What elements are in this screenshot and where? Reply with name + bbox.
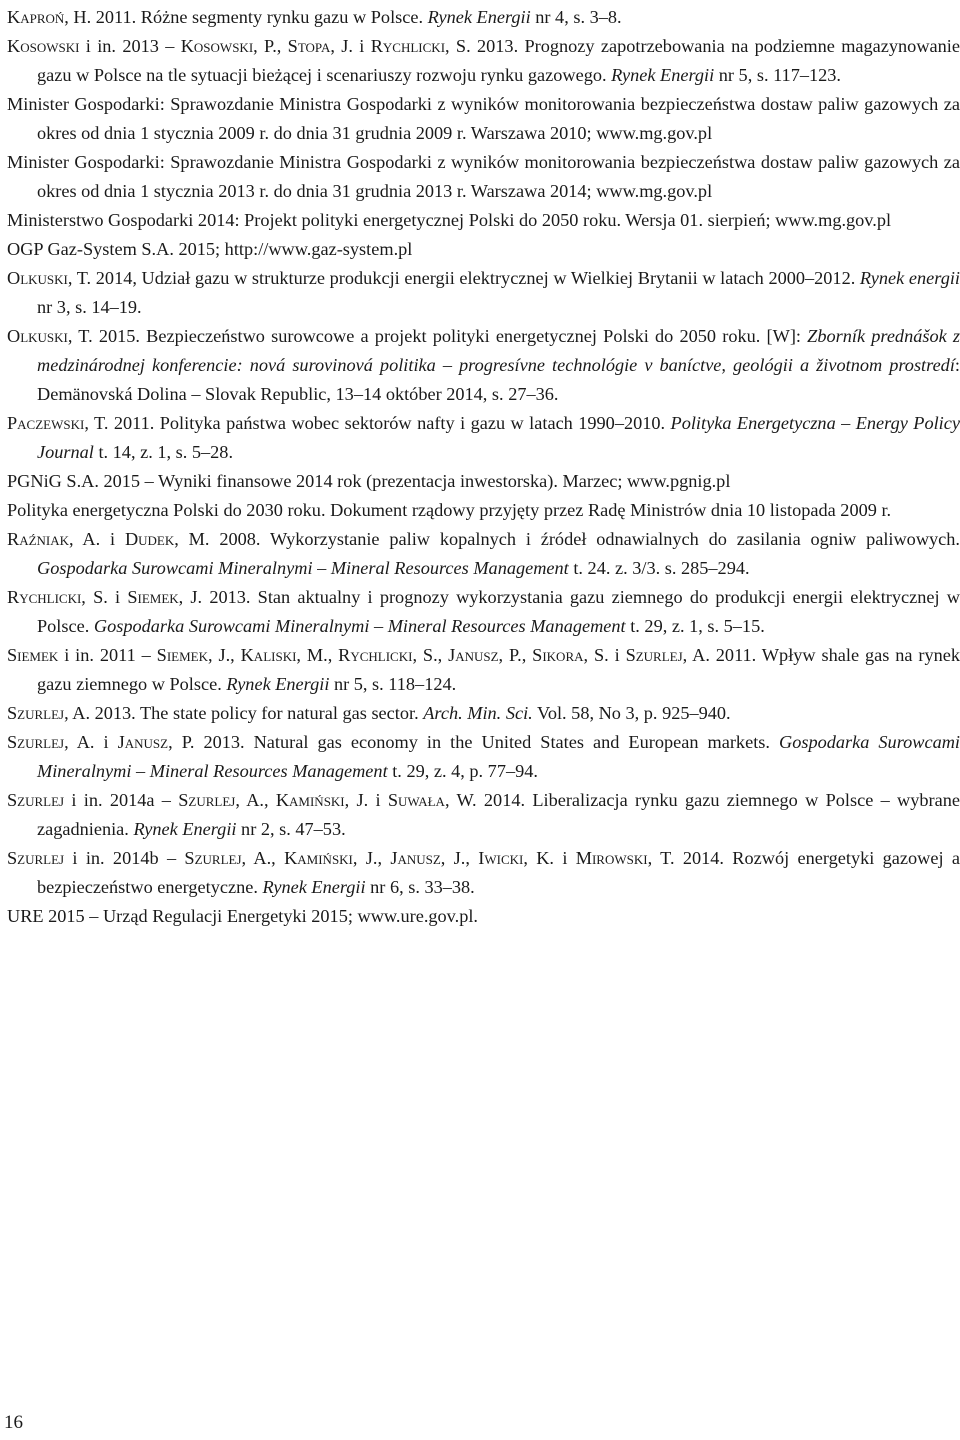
source-title: Rynek Energii [427,7,531,27]
page-number: 16 [4,1412,23,1433]
reference-text: 2011. Polityka państwa wobec sektorów nafty i gazu w latach 1990–2010. [108,413,671,433]
reference-text: PGNiG S.A. 2015 – Wyniki finansowe 2014 rok (prezentacja inwestorska). Marzec; www.pgnig.pl [7,471,731,491]
source-title: Zborník prednášok z medzinárodnej konferencie: nová surovinová politika – progresívne technológie v baníctve, geológii a životnom prostredí [37,326,960,375]
reference-text: OGP Gaz-System S.A. 2015; http://www.gaz-system.pl [7,239,413,259]
reference-text: i in. 2014b – [64,848,185,868]
reference-text: nr 6, s. 33–38. [365,877,475,897]
reference-text: 2013. Prognozy zapotrzebowania na podziemne magazynowanie gazu w Polsce na tle sytuacji bieżącej i scenariuszy rozwoju rynku gazowego. [37,36,960,85]
reference-text: nr 3, s. 14–19. [37,297,142,317]
reference-text: i in. 2011 – [58,645,157,665]
author-names: Siemek [7,645,59,665]
author-names: Rychlicki, S. [370,36,471,56]
source-title: Gospodarka Surowcami Mineralnymi – Mineral Resources Management [93,616,626,636]
reference-text: Ministerstwo Gospodarki 2014: Projekt polityki energetycznej Polski do 2050 roku. Wersja 01. sierpień; www.mg.gov.pl [7,210,892,230]
reference-text: t. 14, z. 1, s. 5–28. [93,442,234,462]
reference-entry [7,235,960,264]
reference-text: i in. 2014a – [64,790,179,810]
reference-text: Polityka energetyczna Polski do 2030 roku. Dokument rządowy przyjęty przez Radę Ministrów dnia 10 listopada 2009 r. [7,500,892,520]
author-names: Rychlicki, S. [7,587,108,607]
reference-entry [7,583,960,641]
author-names: Olkuski, T. [7,326,93,346]
reference-text: 2013. Natural gas economy in the United States and European markets. [194,732,779,752]
source-title: Rynek Energii [226,674,330,694]
reference-text: nr 5, s. 118–124. [329,674,457,694]
reference-entry [7,322,960,409]
reference-text: Minister Gospodarki: Sprawozdanie Ministra Gospodarki z wyników monitorowania bezpieczeństwa dostaw paliw gazowych za okres od dnia 1 stycznia 2009 r. do dnia 31 grudnia 2009 r. Warszawa 2010; www.mg.gov.pl [7,94,960,143]
reference-text: 2014, Udział gazu w strukturze produkcji energii elektrycznej w Wielkiej Brytanii w latach 2000–2012. [91,268,860,288]
reference-text: Minister Gospodarki: Sprawozdanie Ministra Gospodarki z wyników monitorowania bezpieczeństwa dostaw paliw gazowych za okres od dnia 1 stycznia 2013 r. do dnia 31 grudnia 2013 r. Warszawa 2014; www.mg.gov.pl [7,152,960,201]
source-title: Rynek Energii [611,65,715,85]
source-title: Rynek Energii [262,877,366,897]
reference-text: t. 24. z. 3/3. s. 285–294. [568,558,750,578]
reference-text: 2014. Rozwój energetyki gazowej a bezpieczeństwo energetyczne. [37,848,960,897]
reference-entry [7,902,960,931]
reference-text: 2011. Różne segmenty rynku gazu w Polsce. [91,7,428,27]
reference-text: t. 29, z. 1, s. 5–15. [625,616,765,636]
reference-text: nr 2, s. 47–53. [236,819,346,839]
reference-text: i [368,790,388,810]
reference-list [7,3,960,931]
reference-entry [7,206,960,235]
reference-text: 2013. Stan aktualny i prognozy wykorzystania gazu ziemnego do produkcji energii elektrycznej w Polsce. [37,587,960,636]
source-title: Polityka Energetyczna – Energy Policy Journal [37,413,960,462]
reference-text: 2015. Bezpieczeństwo surowcowe a projekt polityki energetycznej Polski do 2050 roku. [W]: [92,326,808,346]
reference-entry [7,409,960,467]
author-names: Kosowski, P., Stopa, J. [180,36,353,56]
reference-text: t. 29, z. 4, p. 77–94. [387,761,538,781]
reference-text: nr 4, s. 3–8. [530,7,622,27]
reference-text: nr 5, s. 117–123. [714,65,841,85]
reference-entry [7,264,960,322]
source-title: Gospodarka Surowcami Mineralnymi – Mineral Resources Management [37,732,960,781]
author-names: Paczewski, T. [7,413,109,433]
reference-text: i [94,732,118,752]
author-names: Szurlej [7,848,65,868]
reference-entry [7,728,960,786]
source-title: Arch. Min. Sci. [423,703,533,723]
source-title: Rynek Energii [133,819,237,839]
author-names: Suwała, W. [387,790,477,810]
source-title: Gospodarka Surowcami Mineralnymi – Mineral Resources Management [37,558,569,578]
author-names: Szurlej, A. [7,732,95,752]
author-names: Janusz, P. [117,732,195,752]
reference-entry [7,786,960,844]
author-names: Siemek, J., Kaliski, M., Rychlicki, S., Janusz, P., Sikora, S. [156,645,609,665]
author-names: Raźniak, A. [7,529,101,549]
reference-text: i [554,848,576,868]
reference-text: : Demänovská Dolina – Slovak Republic, 13–14 október 2014, s. 27–36. [37,355,960,404]
reference-entry [7,90,960,148]
author-names: Dudek, M. [124,529,210,549]
reference-text: 2013. The state policy for natural gas sector. [90,703,424,723]
reference-entry [7,32,960,90]
reference-entry [7,467,960,496]
reference-entry [7,496,960,525]
reference-entry [7,3,960,32]
reference-entry [7,641,960,699]
reference-text: i [608,645,626,665]
reference-text: URE 2015 – Urząd Regulacji Energetyki 2015; www.ure.gov.pl. [7,906,478,926]
reference-entry [7,844,960,902]
reference-text: 2008. Wykorzystanie paliw kopalnych i źródeł odnawialnych do zasilania ogniw paliwowych. [209,529,960,549]
author-names: Szurlej, A., Kamiński, J., Janusz, J., Iwicki, K. [184,848,554,868]
reference-entry [7,699,960,728]
reference-text: i [100,529,125,549]
reference-text: i [352,36,371,56]
author-names: Szurlej, A. [7,703,91,723]
reference-text: 2011. Wpływ shale gas na rynek gazu ziemnego w Polsce. [37,645,960,694]
author-names: Kaproń, H. [7,7,92,27]
author-names: Siemek, J. [127,587,203,607]
author-names: Mirowski, T. [575,848,675,868]
author-names: Kosowski [7,36,80,56]
author-names: Szurlej [7,790,65,810]
reference-text: Vol. 58, No 3, p. 925–940. [532,703,731,723]
author-names: Olkuski, T. [7,268,92,288]
reference-entry [7,525,960,583]
author-names: Szurlej, A. [625,645,710,665]
reference-entry [7,148,960,206]
source-title: Rynek energii [859,268,960,288]
author-names: Szurlej, A., Kamiński, J. [178,790,369,810]
reference-text: i [107,587,128,607]
reference-text: i in. 2013 – [79,36,181,56]
reference-text: 2014. Liberalizacja rynku gazu ziemnego w Polsce – wybrane zagadnienia. [37,790,960,839]
